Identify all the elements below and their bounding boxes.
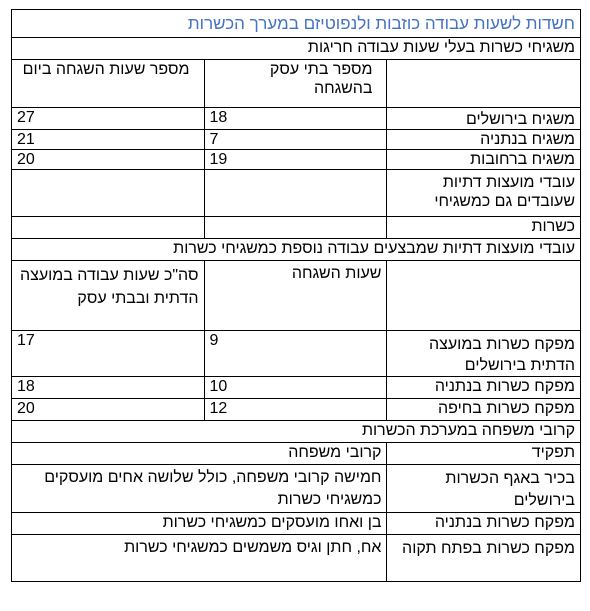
relatives-cell: חמישה קרובי משפחה, כולל שלושה אחים מועסקים כמשגיחי כשרות	[12, 465, 387, 513]
col-supervision: שעות השגחה	[204, 261, 387, 331]
row-total: 18	[12, 377, 205, 399]
section2-header-empty	[387, 261, 581, 331]
note-row-empty	[204, 217, 387, 239]
note-row-cont: כשרות	[387, 217, 581, 239]
row-label: מפקח כשרות בחיפה	[387, 399, 581, 421]
role-cell: מפקח כשרות בנתניה	[387, 513, 581, 535]
note-row-empty	[204, 170, 387, 217]
row-businesses: 19	[204, 150, 387, 170]
col-total: סה"כ שעות עבודה במועצה הדתית ובבתי עסק	[12, 261, 205, 331]
note-row-empty	[12, 170, 205, 217]
row-supervision: 9	[204, 331, 387, 377]
row-businesses: 7	[204, 130, 387, 150]
row-businesses: 18	[204, 108, 387, 130]
table-title: חשדות לשעות עבודה כוזבות ולנפוטיזם במערך הכשרות	[12, 10, 581, 38]
row-hours: 20	[12, 150, 205, 170]
kashrut-table	[11, 9, 581, 582]
row-total: 20	[12, 399, 205, 421]
row-hours: 21	[12, 130, 205, 150]
role-cell: מפקח כשרות בפתח תקוה	[387, 535, 581, 582]
row-label: מפקח כשרות בנתניה	[387, 377, 581, 399]
section1-heading: משגיחי כשרות בעלי שעות עבודה חריגות	[12, 38, 581, 60]
row-supervision: 10	[204, 377, 387, 399]
role-cell: בכיר באגף הכשרות בירושלים	[387, 465, 581, 513]
row-label: משגיח בירושלים	[387, 108, 581, 130]
relatives-cell: בן ואחו מועסקים כמשגיחי כשרות	[12, 513, 387, 535]
col-relatives: קרובי משפחה	[12, 443, 387, 465]
row-hours: 27	[12, 108, 205, 130]
row-supervision: 12	[204, 399, 387, 421]
section1-header-empty	[387, 60, 581, 108]
note-row-empty	[12, 217, 205, 239]
row-total: 17	[12, 331, 205, 377]
row-label: משגיח ברחובות	[387, 150, 581, 170]
col-businesses: מספר בתי עסק בהשגחה	[204, 60, 387, 108]
section2-heading: עובדי מועצות דתיות שמבצעים עבודה נוספת כמשגיחי כשרות	[12, 239, 581, 261]
note-row-label: עובדי מועצות דתיות שעובדים גם כמשגיחי	[387, 170, 581, 217]
section3-heading: קרובי משפחה במערכת הכשרות	[12, 421, 581, 443]
row-label: מפקח כשרות במועצה הדתית בירושלים	[387, 331, 581, 377]
col-hours: מספר שעות השגחה ביום	[12, 60, 205, 108]
row-label: משגיח בנתניה	[387, 130, 581, 150]
col-role: תפקיד	[387, 443, 581, 465]
relatives-cell: אח, חתן וגיס משמשים כמשגיחי כשרות	[12, 535, 387, 582]
